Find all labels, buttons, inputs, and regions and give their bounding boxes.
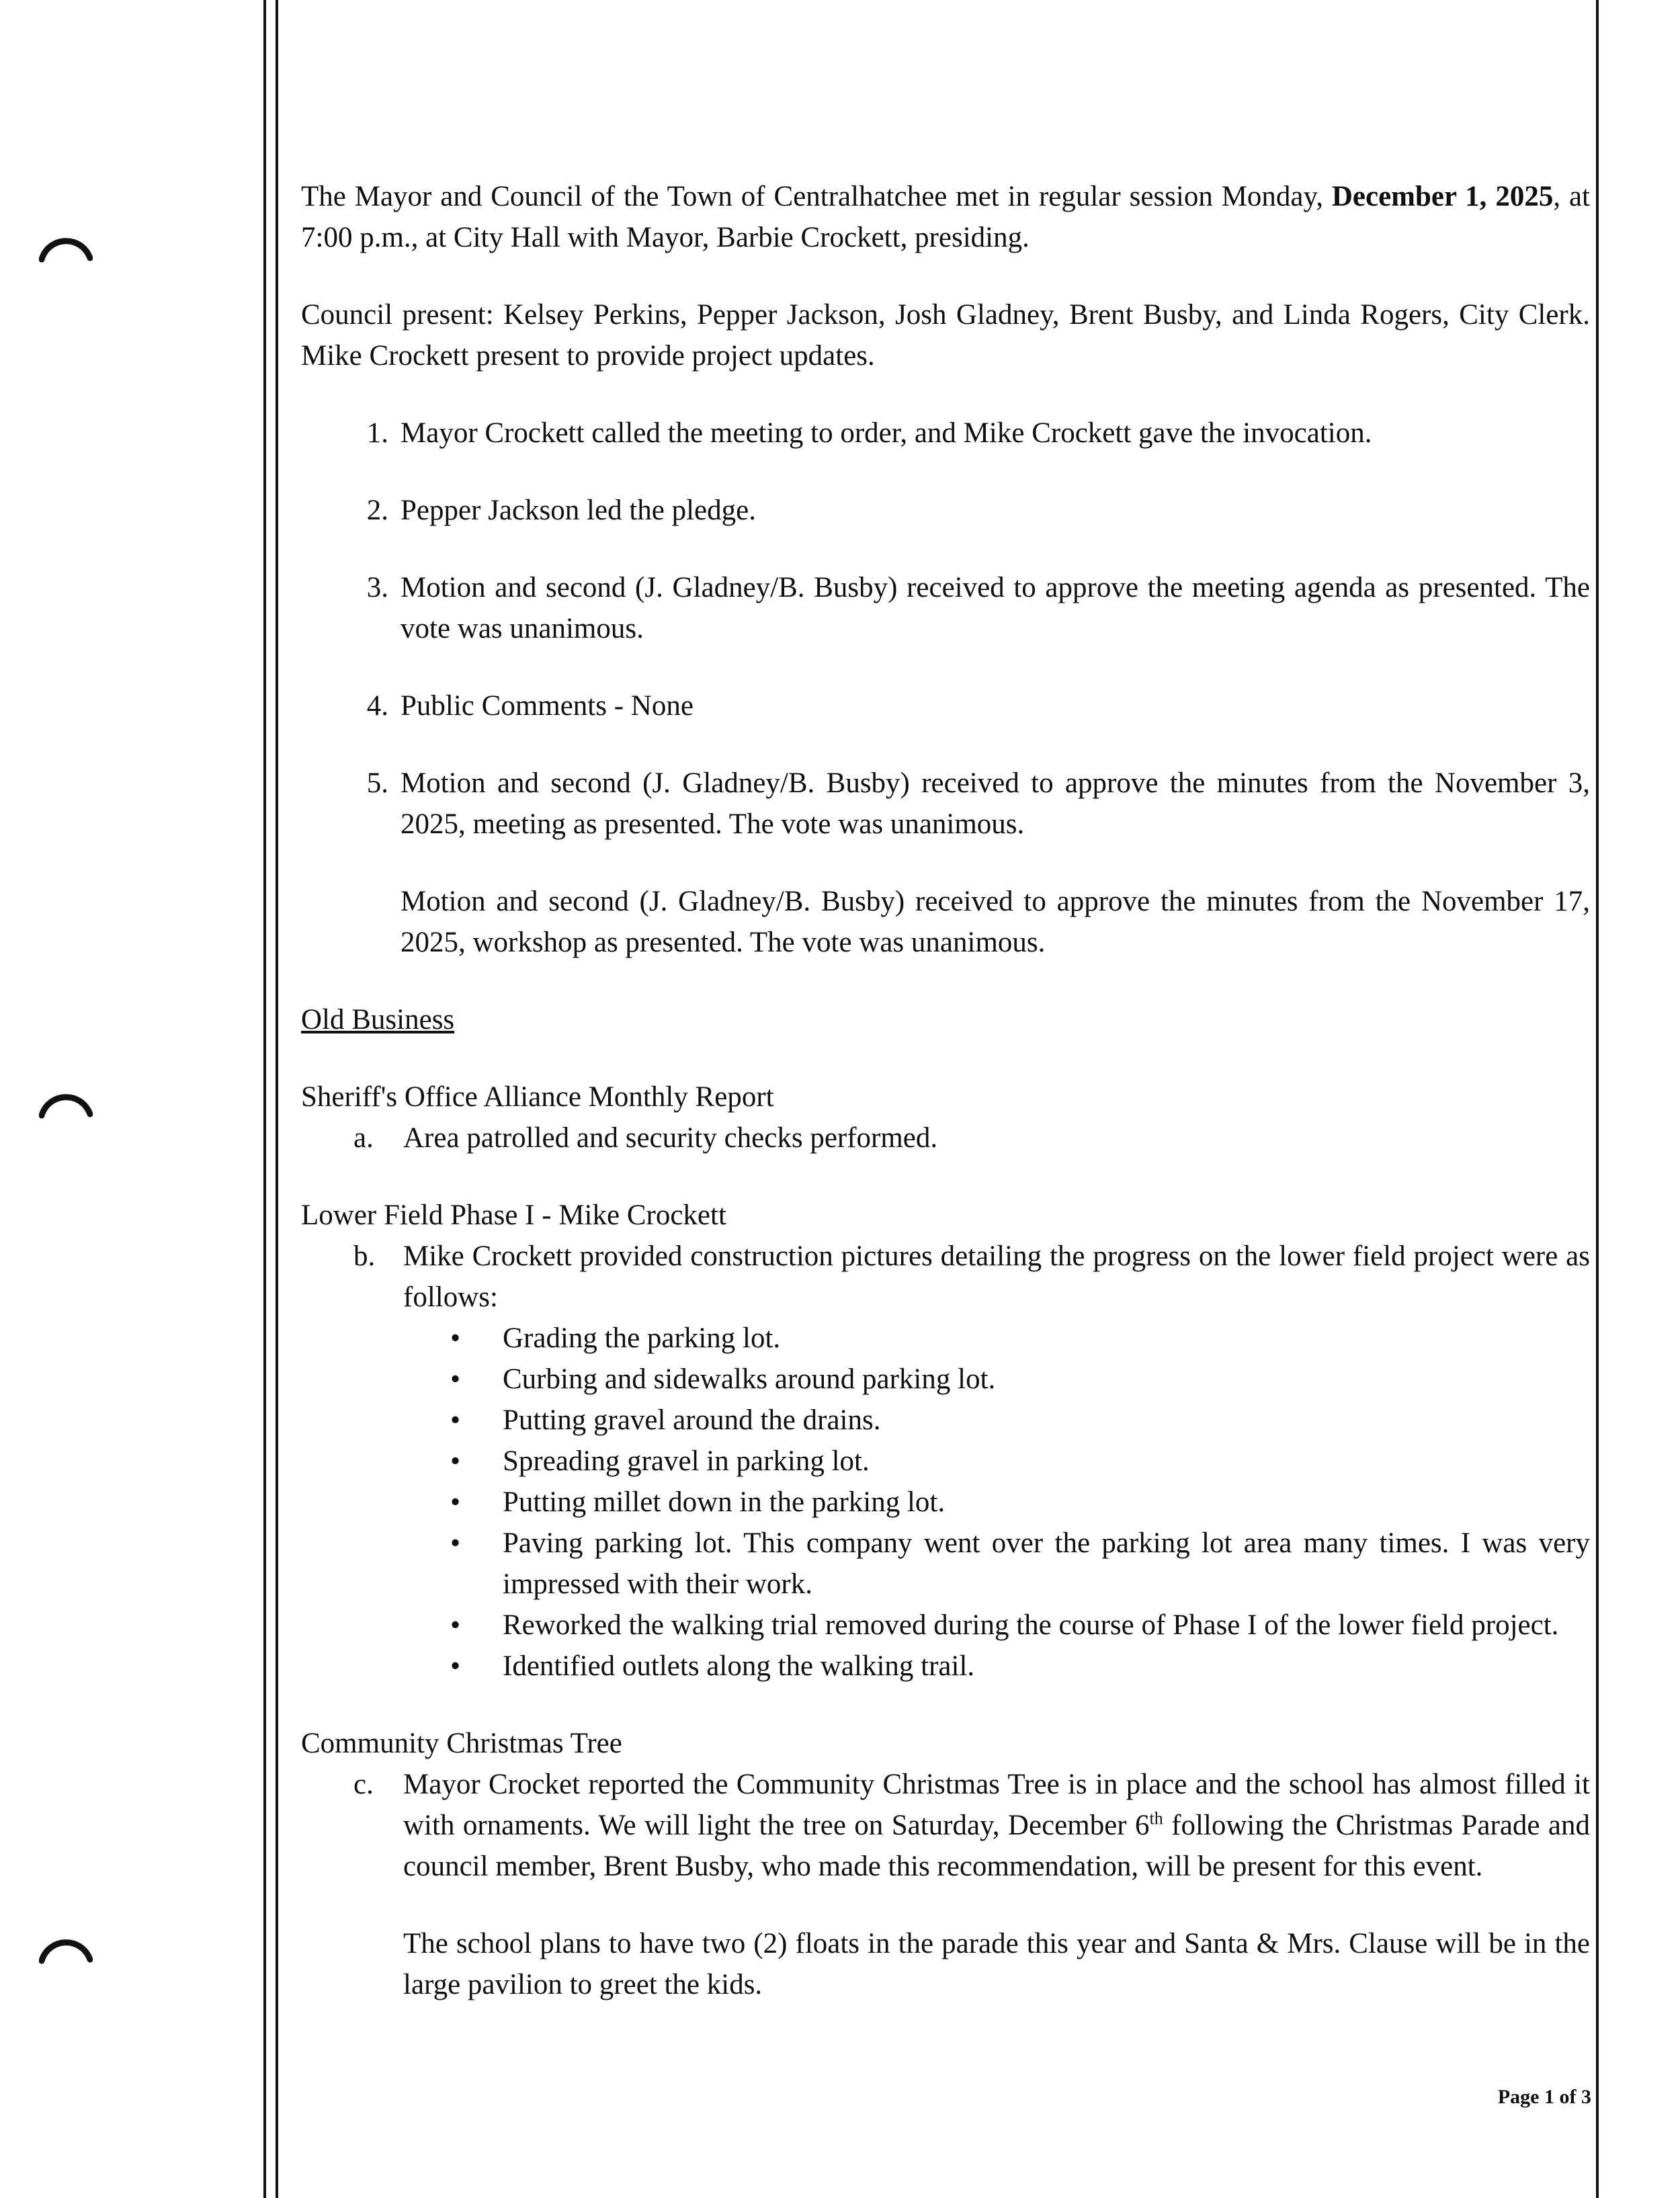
sheriff-report-title: Sheriff's Office Alliance Monthly Report (301, 1081, 774, 1113)
punch-hole-icon (39, 1089, 93, 1119)
item-text: Motion and second (J. Gladney/B. Busby) received to approve the minutes from the November 3, 2025, meeting as presented. The vote was unanimous. (401, 767, 1590, 840)
sheriff-report-item (301, 1117, 1590, 1158)
bullet-text: Putting millet down in the parking lot. (503, 1486, 946, 1518)
agenda-item-5-continued: Motion and second (J. Gladney/B. Busby) received to approve the minutes from the November 17, 2025, workshop as presented. The vote was unanimous. (401, 886, 1590, 958)
punch-hole-icon (39, 1934, 93, 1965)
item-text: Public Comments - None (401, 690, 694, 722)
intro-text: The Mayor and Council of the Town of Centralhatchee met in regular session Monday, (301, 181, 1332, 212)
section-heading: Old Business (301, 1004, 455, 1035)
page-number: Page 1 of 3 (1497, 2086, 1591, 2108)
intro-text-end: , at 7:00 p.m., at City Hall with Mayor, Barbie Crockett, presiding. (301, 181, 1590, 253)
item-text-end: following the Christmas Parade and council member, Brent Busby, who made this recommendation, will be present for this event. (403, 1810, 1590, 1882)
attendance-paragraph: Council present: Kelsey Perkins, Pepper Jackson, Josh Gladney, Brent Busby, and Linda Rogers, City Clerk. Mike Crockett present to provide project updates. (301, 299, 1590, 372)
lower-field-title: Lower Field Phase I - Mike Crockett (301, 1199, 726, 1231)
item-text: Mike Crockett provided construction pictures detailing the progress on the lower field project were as follows: (403, 1240, 1590, 1313)
lower-field-bullet-list (301, 1318, 1590, 1687)
list-item (301, 1646, 1590, 1687)
lower-field-item (301, 1236, 1590, 1318)
old-business-heading (301, 999, 1590, 1040)
item-letter: b. (353, 1240, 376, 1272)
bullet-text: Reworked the walking trial removed during the course of Phase I of the lower field project. (503, 1609, 1559, 1641)
bullet-icon: • (450, 1322, 461, 1354)
list-item (301, 1318, 1590, 1359)
bullet-text: Spreading gravel in parking lot. (503, 1445, 870, 1477)
parade-paragraph: The school plans to have two (2) floats in the parade this year and Santa & Mrs. Clause will be in the large pavilion to greet the kids. (403, 1928, 1590, 2000)
agenda-item-3 (301, 567, 1590, 649)
bullet-icon: • (450, 1404, 461, 1436)
list-item (301, 1400, 1590, 1441)
bullet-text: Identified outlets along the walking trail. (503, 1650, 975, 1682)
agenda-item-1 (301, 413, 1590, 454)
bullet-icon: • (450, 1650, 461, 1682)
item-number: 3. (366, 572, 388, 603)
intro-paragraph (301, 176, 1590, 258)
agenda-item-2 (301, 490, 1590, 531)
item-number: 1. (366, 417, 388, 449)
item-text: Mayor Crocket reported the Community Christmas Tree is in place and the school has almost filled it with ornaments. We will light the tree on Saturday, December 6 (403, 1769, 1590, 1841)
bullet-text: Grading the parking lot. (503, 1322, 781, 1354)
bullet-text: Paving parking lot. This company went over the parking lot area many times. I was very impressed with their work. (503, 1527, 1590, 1600)
item-text: Area patrolled and security checks performed. (403, 1122, 938, 1154)
list-item (301, 1482, 1590, 1523)
bullet-text: Curbing and sidewalks around parking lot. (503, 1363, 996, 1395)
item-number: 4. (366, 690, 388, 722)
minutes-body (301, 176, 1590, 2005)
item-letter: c. (353, 1769, 374, 1800)
bullet-icon: • (450, 1445, 461, 1477)
bullet-icon: • (450, 1527, 461, 1559)
bullet-icon: • (450, 1363, 461, 1395)
item-number: 5. (366, 767, 388, 799)
item-number: 2. (366, 495, 388, 526)
christmas-tree-title: Community Christmas Tree (301, 1728, 622, 1759)
binder-rule-left-inner (276, 0, 278, 2198)
bullet-text: Putting gravel around the drains. (503, 1404, 881, 1436)
item-letter: a. (353, 1122, 374, 1154)
agenda-item-5 (301, 763, 1590, 845)
list-item (301, 1441, 1590, 1482)
bullet-icon: • (450, 1609, 461, 1641)
item-text: Pepper Jackson led the pledge. (401, 495, 756, 526)
christmas-tree-item (301, 1764, 1590, 1887)
item-text: Motion and second (J. Gladney/B. Busby) received to approve the meeting agenda as presented. The vote was unanimous. (401, 572, 1590, 644)
binder-rule-left-outer (263, 0, 266, 2198)
list-item (301, 1605, 1590, 1646)
margin-rule-right (1596, 0, 1599, 2198)
meeting-date: December 1, 2025 (1331, 181, 1554, 212)
agenda-item-4 (301, 685, 1590, 726)
ordinal-suffix: th (1149, 1808, 1163, 1828)
item-text: Mayor Crockett called the meeting to order, and Mike Crockett gave the invocation. (401, 417, 1372, 449)
list-item (301, 1359, 1590, 1400)
list-item (301, 1523, 1590, 1605)
punch-hole-icon (39, 233, 93, 263)
bullet-icon: • (450, 1486, 461, 1518)
